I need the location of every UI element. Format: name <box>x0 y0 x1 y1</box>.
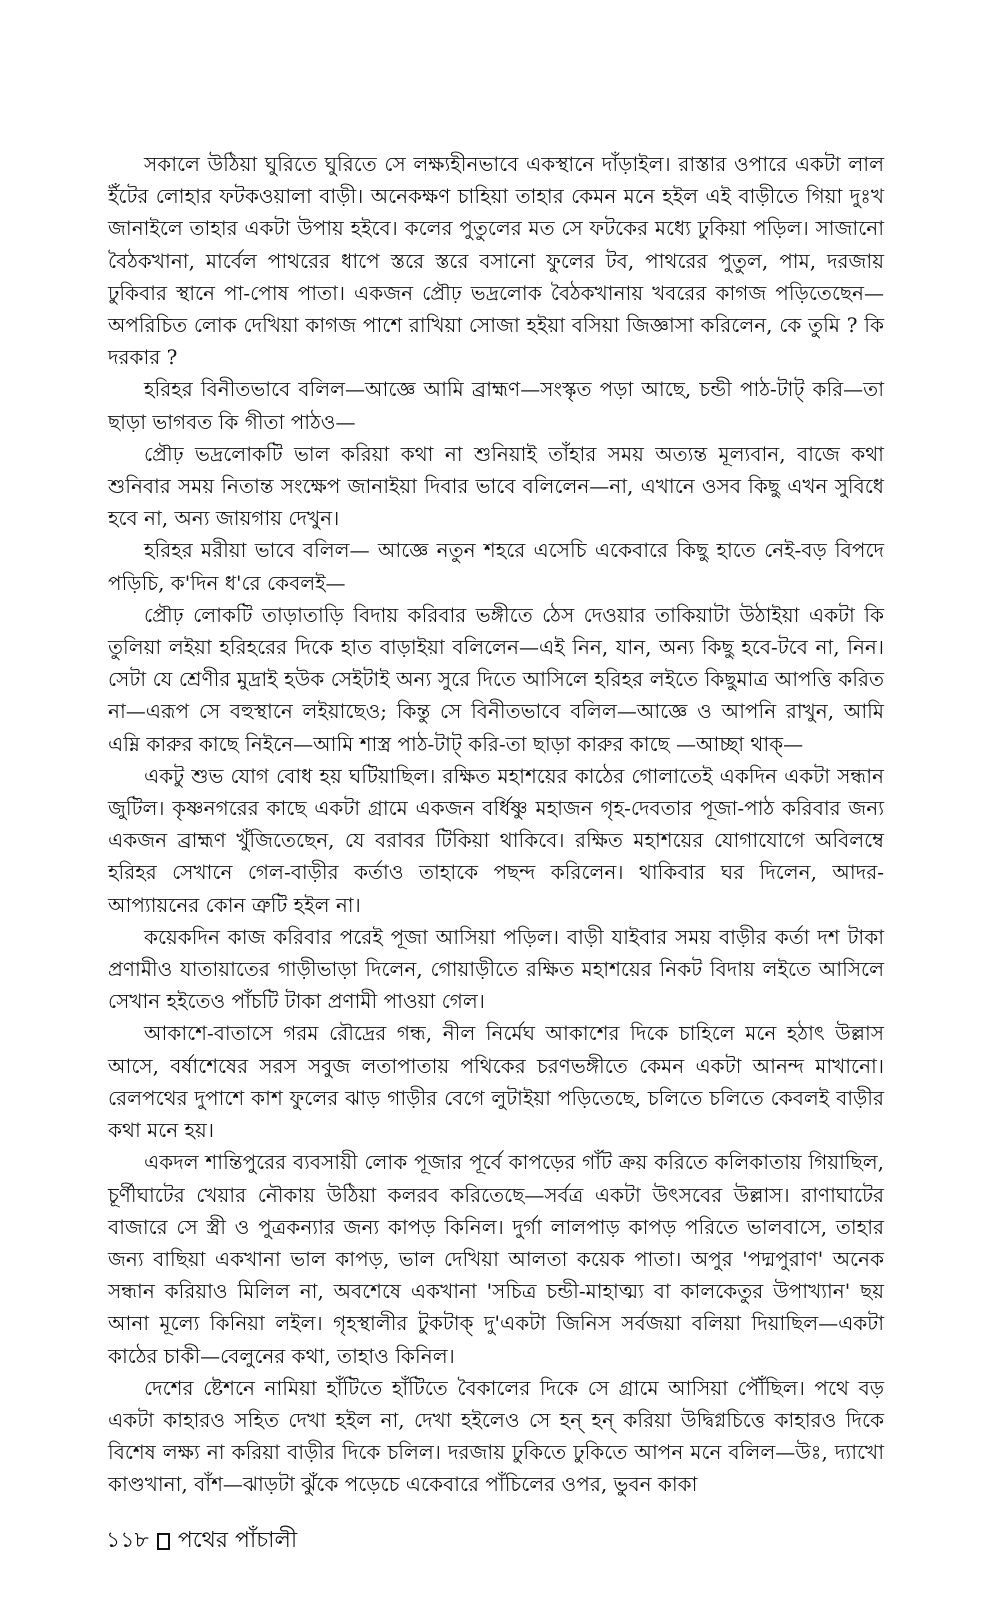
book-title: পথের পাঁচালী <box>177 1528 298 1553</box>
paragraph: হরিহর মরীয়া ভাবে বলিল— আজ্ঞে নতুন শহরে এসেচি একেবারে কিছু হাতে নেই-বড় বিপদে পড়িচি, ক'দিন ধ'রে কেবলই— <box>108 538 884 595</box>
paragraph: কয়েকদিন কাজ করিবার পরেই পূজা আসিয়া পড়িল। বাড়ী যাইবার সময় বাড়ীর কর্তা দশ টাকা প্রণামীও যাতায়াতের গাড়ীভাড়া দিলেন, গোয়াড়ীতে রক্ষিত মহাশয়ের নিকট বিদায় লইতে আসিলে সেখান হইতেও পাঁচটি টাকা প্রণামী পাওয়া গেল। <box>108 924 884 1014</box>
page-number: ১১৮ <box>106 1528 149 1553</box>
paragraph: একটু শুভ যোগ বোধ হয় ঘটিয়াছিল। রক্ষিত মহাশয়ের কাঠের গোলাতেই একদিন একটা সন্ধান জুটিল। কৃষ্ণনগরের কাছে একটা গ্রামে একজন বর্ধিষ্ণু মহাজন গৃহ-দেবতার পূজা-পাঠ করিবার জন্য একজন ব্রাহ্মণ খুঁজিতেছেন, যে বরাবর টিকিয়া থাকিবে। রক্ষিত মহাশয়ের যোগাযোগে অবিলম্বে হরিহর সেখানে গেল-বাড়ীর কর্তাও তাহাকে পছন্দ করিলেন। থাকিবার ঘর দিলেন, আদর-আপ্যায়নের কোন ত্রুটি হইল না। <box>108 763 884 917</box>
paragraph: দেশের ষ্টেশনে নামিয়া হাঁটিতে হাঁটিতে বৈকালের দিকে সে গ্রামে আসিয়া পৌঁছিল। পথে বড় একটা কাহারও সহিত দেখা হইল না, দেখা হইলেও সে হন্ হন্ করিয়া উদ্বিগ্নচিত্তে কাহারও দিকে বিশেষ লক্ষ্য না করিয়া বাড়ীর দিকে চলিল। দরজায় ঢুকিতে ঢুকিতে আপন মনে বলিল—উঃ, দ্যাখো কাণ্ডখানা, বাঁশ—ঝাড়টা ঝুঁকে পড়েচে একেবারে পাঁচিলের ওপর, ভুবন কাকা <box>108 1375 884 1497</box>
body-text <box>108 148 884 1501</box>
paragraph: সকালে উঠিয়া ঘুরিতে ঘুরিতে সে লক্ষ্যহীনভাবে একস্থানে দাঁড়াইল। রাস্তার ওপারে একটা লাল ইঁটের লোহার ফটকওয়ালা বাড়ী। অনেকক্ষণ চাহিয়া তাহার কেমন মনে হইল এই বাড়ীতে গিয়া দুঃখ জানাইলে তাহার একটা উপায় হইবে। কলের পুতুলের মত সে ফটকের মধ্যে ঢুকিয়া পড়িল। সাজানো বৈঠকখানা, মার্বেল পাথরের ধাপে স্তরে স্তরে বসানো ফুলের টব, পাথরের পুতুল, পাম, দরজায় ঢুকিবার স্থানে পা-পোষ পাতা। একজন প্রৌঢ় ভদ্রলোক বৈঠকখানায় খবরের কাগজ পড়িতেছেন—অপরিচিত লোক দেখিয়া কাগজ পাশে রাখিয়া সোজা হইয়া বসিয়া জিজ্ঞাসা করিলেন, কে তুমি ? কি দরকার ? <box>108 152 884 370</box>
paragraph: একদল শান্তিপুরের ব্যবসায়ী লোক পূজার পূর্বে কাপড়ের গাঁট ক্রয় করিতে কলিকাতায় গিয়াছিল, চূর্ণীঘাটের খেয়ার নৌকায় উঠিয়া কলরব করিতেছে—সর্বত্র একটা উৎসবের উল্লাস। রাণাঘাটের বাজারে সে স্ত্রী ও পুত্রকন্যার জন্য কাপড় কিনিল। দুর্গা লালপাড় কাপড় পরিতে ভালবাসে, তাহার জন্য বাছিয়া একখানা ভাল কাপড়, ভাল দেখিয়া আলতা কয়েক পাতা। অপুর 'পদ্মপুরাণ' অনেক সন্ধান করিয়াও মিলিল না, অবশেষে একখানা 'সচিত্র চন্ডী-মাহাত্ম্য বা কালকেতুর উপাখ্যান' ছয় আনা মূল্যে কিনিয়া লইল। গৃহস্থালীর টুকটাক্ দু'একটা জিনিস সর্বজয়া বলিয়া দিয়াছিল—একটা কাঠের চাকী—বেলুনের কথা, তাহাও কিনিল। <box>108 1150 884 1368</box>
square-ornament-icon <box>157 1533 170 1550</box>
page-footer <box>106 1527 297 1555</box>
paragraph: প্রৌঢ় লোকটি তাড়াতাড়ি বিদায় করিবার ভঙ্গীতে ঠেস দেওয়ার তাকিয়াটা উঠাইয়া একটা কি তুলিয়া লইয়া হরিহরের দিকে হাত বাড়াইয়া বলিলেন—এই নিন, যান, অন্য কিছু হবে-টবে না, নিন। সেটা যে শ্রেণীর মুদ্রাই হউক সেইটাই অন্য সুরে দিতে আসিলে হরিহর লইতে কিছুমাত্র আপত্তি করিত না—এরূপ সে বহুস্থানে লইয়াছেও; কিন্তু সে বিনীতভাবে বলিল—আজ্ঞে ও আপনি রাখুন, আমি এম্নি কারুর কাছে নিইনে—আমি শাস্ত্র পাঠ-টাট্ করি-তা ছাড়া কারুর কাছে —আচ্ছা থাক্— <box>108 602 884 756</box>
paragraph: হরিহর বিনীতভাবে বলিল—আজ্ঞে আমি ব্রাহ্মণ—সংস্কৃত পড়া আছে, চন্ডী পাঠ-টাট্ করি—তা ছাড়া ভাগবত কি গীতা পাঠও— <box>108 377 884 434</box>
paragraph: আকাশে-বাতাসে গরম রৌদ্রের গন্ধ, নীল নির্মেঘ আকাশের দিকে চাহিলে মনে হঠাৎ উল্লাস আসে, বর্ষাশেষের সরস সবুজ লতাপাতায় পথিকের চরণভঙ্গীতে কেমন একটা আনন্দ মাখানো। রেলপথের দুপাশে কাশ ফুলের ঝাড় গাড়ীর বেগে লুটাইয়া পড়িতেছে, চলিতে চলিতে কেবলই বাড়ীর কথা মনে হয়। <box>108 1021 884 1143</box>
paragraph: প্রৌঢ় ভদ্রলোকটি ভাল করিয়া কথা না শুনিয়াই তাঁহার সময় অত্যন্ত মূল্যবান, বাজে কথা শুনিবার সময় নিতান্ত সংক্ষেপ জানাইয়া দিবার ভাবে বলিলেন—না, এখানে ওসব কিছু এখন সুবিধে হবে না, অন্য জায়গায় দেখুন। <box>108 441 884 531</box>
